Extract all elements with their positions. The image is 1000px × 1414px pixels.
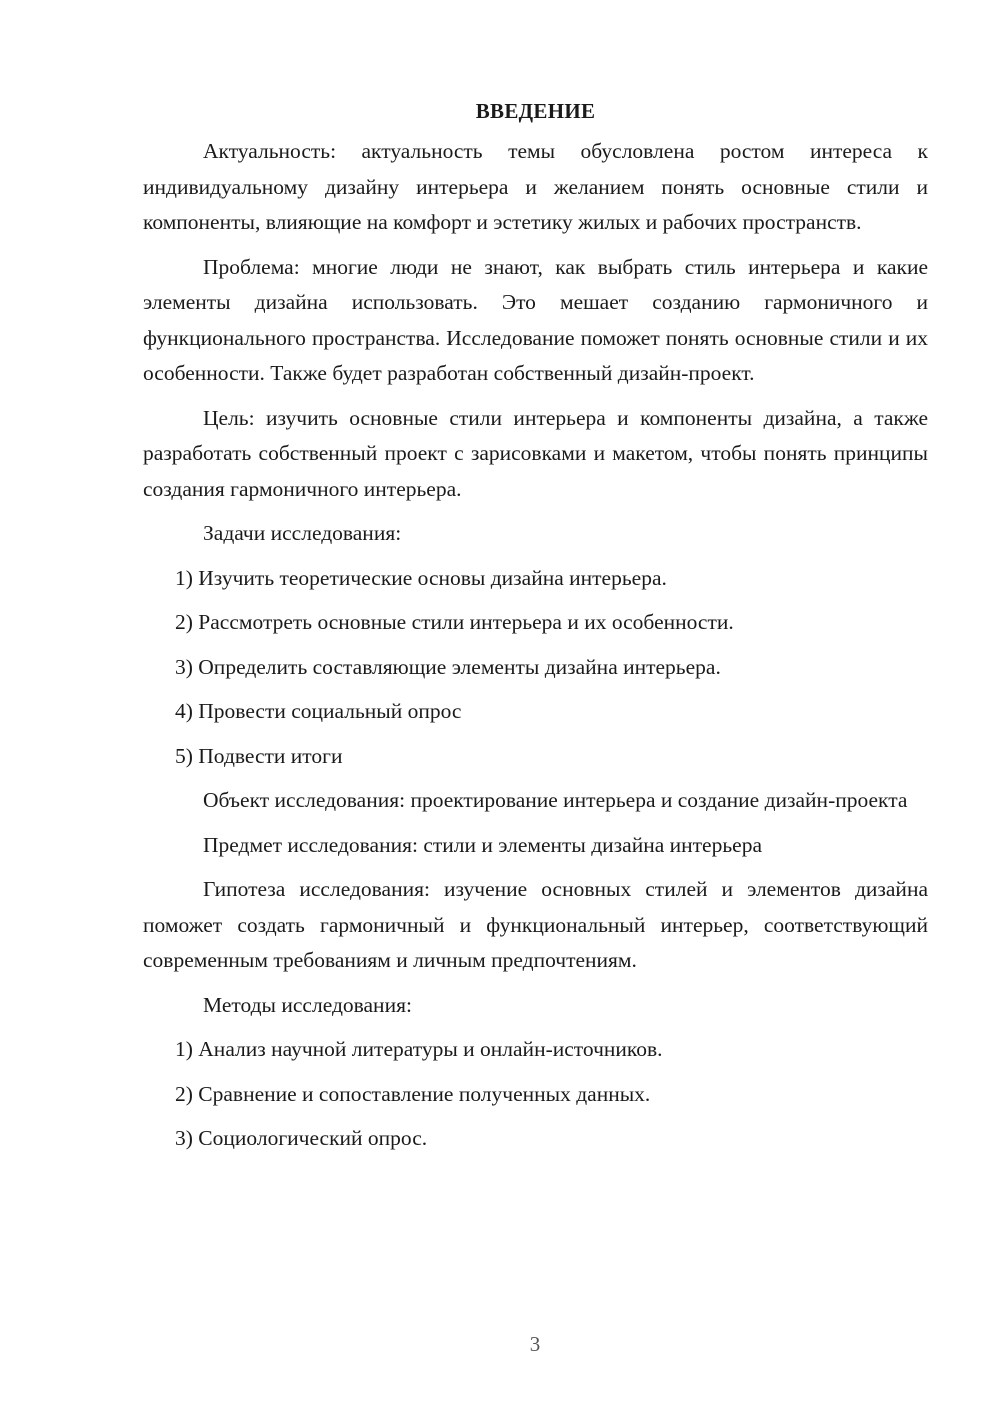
object-paragraph: Объект исследования: проектирование интерьера и создание дизайн-проекта (203, 788, 908, 812)
hypothesis-paragraph: Гипотеза исследования: изучение основных стилей и элементов дизайна поможет создать гармоничный и функциональный интерьер, соответствующий современным требованиям и личным предпочтениям. (143, 877, 928, 972)
list-item: 3) Социологический опрос. (175, 1126, 428, 1150)
methods-list (143, 1032, 928, 1157)
list-item: 1) Изучить теоретические основы дизайна интерьера. (175, 565, 667, 590)
list-item: 4) Провести социальный опрос (175, 699, 462, 723)
tasks-list (143, 561, 928, 775)
methods-heading: Методы исследования: (203, 992, 412, 1017)
page-title: ВВЕДЕНИЕ (475, 99, 596, 123)
page-content (143, 96, 928, 1166)
list-item: 1) Анализ научной литературы и онлайн-источников. (175, 1037, 663, 1061)
list-item: 5) Подвести итоги (175, 743, 343, 768)
subject-paragraph: Предмет исследования: стили и элементы дизайна интерьера (203, 832, 762, 857)
tasks-heading: Задачи исследования: (203, 521, 402, 545)
list-item: 2) Сравнение и сопоставление полученных данных. (175, 1081, 651, 1106)
problem-paragraph: Проблема: многие люди не знают, как выбрать стиль интерьера и какие элементы дизайна использовать. Это мешает созданию гармоничного и функционального пространства. Исследование поможет понять основные стили и их особенности. Также будет разработан собственный дизайн-проект. (143, 254, 928, 385)
goal-paragraph: Цель: изучить основные стили интерьера и компоненты дизайна, а также разработать собственный проект с зарисовками и макетом, чтобы понять принципы создания гармоничного интерьера. (143, 405, 928, 501)
list-item: 2) Рассмотреть основные стили интерьера и их особенности. (175, 610, 734, 634)
list-item: 3) Определить составляющие элементы дизайна интерьера. (175, 654, 721, 679)
relevance-paragraph: Актуальность: актуальность темы обусловлена ростом интереса к индивидуальному дизайну интерьера и желанием понять основные стили и компоненты, влияющие на комфорт и эстетику жилых и рабочих пространств. (143, 139, 928, 234)
page-number: 3 (529, 1332, 541, 1356)
